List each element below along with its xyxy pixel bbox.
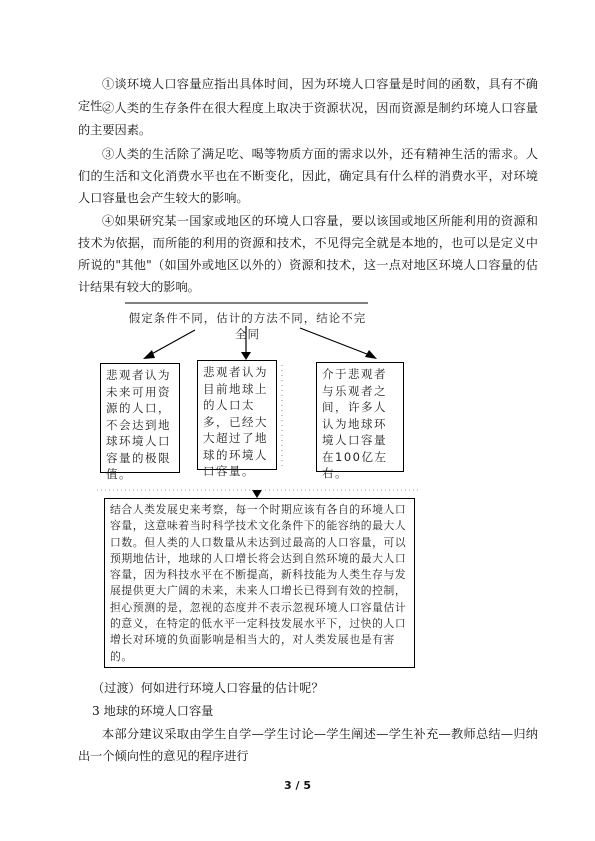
paragraph-4: ④如果研究某一国家或地区的环境人口容量，要以该国或地区所能利用的资源和技术为依据，而所能的利用的资源和技术，不见得完全就是本地的，也可以是定义中所说的"其他"（如国外或地区以外的）资源和技术，这一点对地区环境人口容量的估计结果有较大的影响。	[78, 214, 538, 294]
box-pessimistic: 悲观者认为目前地球上的人口太多，已经大大超过了地球的环境人口容量。	[197, 360, 277, 470]
box-middle-view: 介于悲观者与乐观者之间，许多人认为地球环境人口容量在100亿左右。	[316, 362, 404, 472]
paragraph-2: ②人类的生存条件在很大程度上取决于资源状况，因而资源是制约环境人口容量的主要因素。	[78, 101, 538, 137]
paragraph-3: ③人类的生活除了满足吃、喝等物质方面的需求以外，还有精神生活的需求。人们的生活和文化消费水平也在不断变化，因此，确定具有什么样的消费水平，对环境人口容量也会产生较大的影响。	[78, 147, 538, 205]
box-summary: 结合人类发展史来考察，每一个时期应该有各自的环境人口容量，这意味着当时科学技术文化条件下的能容纳的最大人口数。但人类的人口数量从未达到过最高的人口容量，可以预期地估计，地球的人口增长将会达到自然环境的最大人口容量，因为科技水平在不断提高，新科技能为人类生存与发展提供更大广阔的未来，未来人口增长已得到有效的控制，担心预测的是，忽视的态度并不表示忽视环境人口容量估计的意义，在特定的低水平一定科技发展水平下，过快的人口增长对环境的负面影响是相当大的，对人类发展也是有害的。	[104, 498, 415, 668]
page-number: 3 / 5	[284, 779, 311, 792]
box-optimistic: 悲观者认为未来可用资源的人口，不会达到地球环境人口容量的极限值。	[100, 363, 180, 473]
paragraph-1: ①谈环境人口容量应指出具体时间，因为环境人口容量是时间的函数，具有不确定性。	[78, 77, 538, 113]
transition-text: （过渡）何如进行环境人口容量的估计呢？	[92, 681, 324, 695]
section-heading: 3 地球的环境人口容量	[92, 704, 214, 718]
diagram-caption: 假定条件不同，估计的方法不同，结论不完全同	[128, 311, 367, 341]
paragraph-5: 本部分建议采取由学生自学—学生讨论—学生阐述—学生补充—教师总结—归纳出一个倾向性的意见的程序进行	[78, 727, 538, 763]
